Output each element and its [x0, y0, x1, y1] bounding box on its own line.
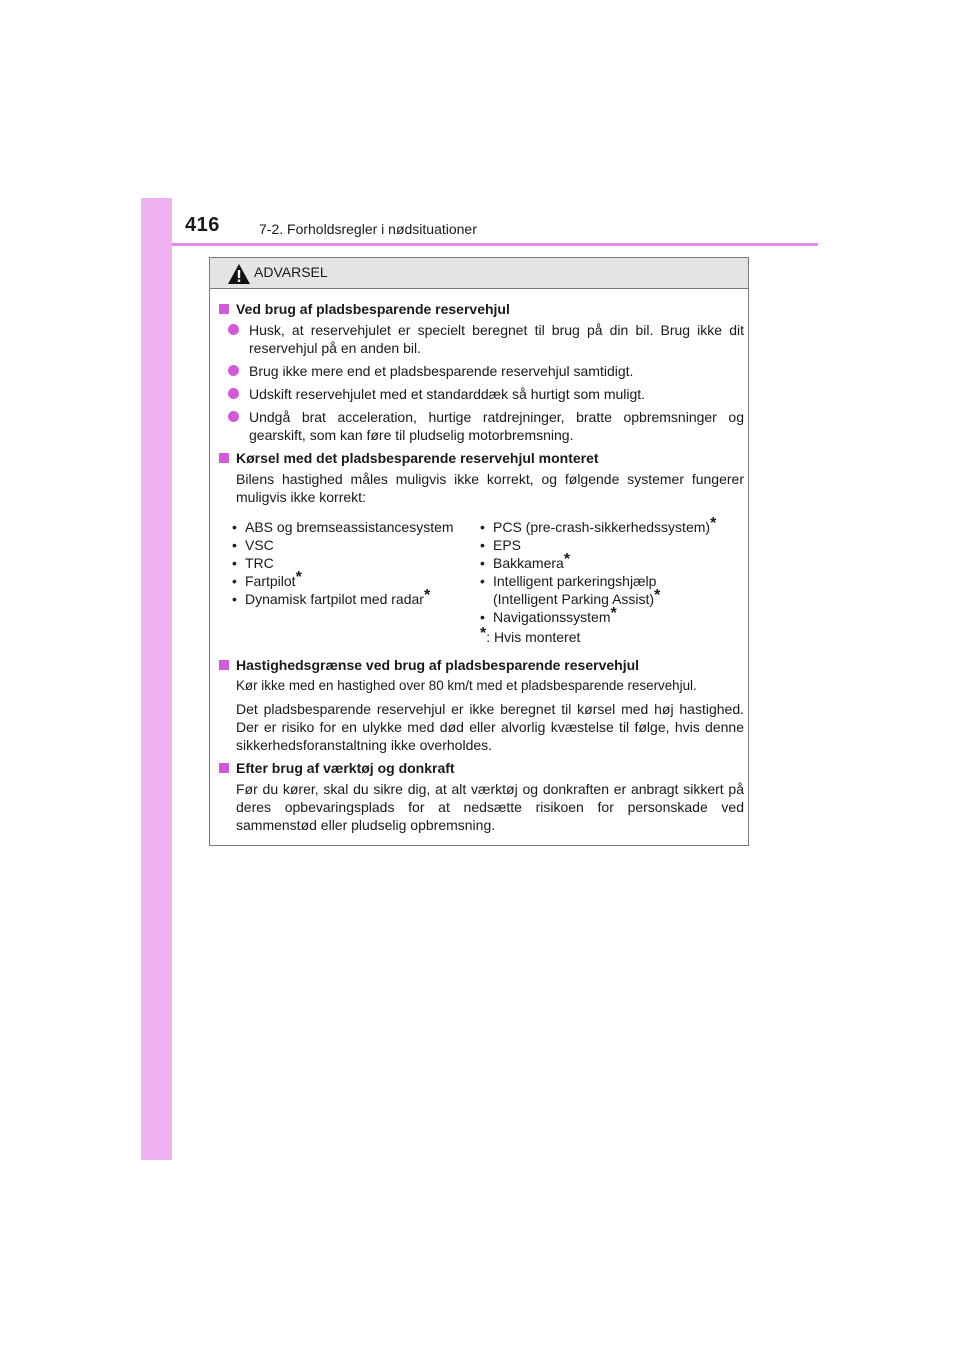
section-heading: Hastighedsgrænse ved brug af pladsbesparende reservehjul: [218, 656, 744, 674]
warning-header: [210, 258, 748, 289]
square-bullet-icon: [219, 304, 229, 314]
section-title: 7-2. Forholdsregler i nødsituationer: [259, 221, 477, 237]
section-heading: Efter brug af værktøj og donkraft: [218, 759, 744, 777]
asterisk-mark: *: [480, 625, 487, 642]
list-item: Brug ikke mere end et pladsbesparende reservehjul samtidigt.: [218, 362, 744, 380]
asterisk-mark: *: [654, 587, 661, 604]
paragraph: Før du kører, skal du sikre dig, at alt værktøj og donkraften er anbragt sikkert på deres opbevaringsplads for at nedsætte risikoen for personskade ved sammenstød eller pludselig opbremsning.: [236, 781, 744, 833]
paragraph: Kør ikke med en hastighed over 80 km/t med et pladsbesparende reservehjul.: [236, 678, 697, 693]
asterisk-mark: *: [563, 551, 571, 568]
system-item: • ABS og bremseassistancesystem: [232, 519, 454, 535]
section-heading: Ved brug af pladsbesparende reservehjul: [218, 300, 744, 318]
system-item: • EPS: [480, 537, 522, 553]
asterisk-mark: *: [710, 515, 717, 532]
round-bullet-icon: [228, 411, 239, 422]
asterisk-mark: *: [295, 569, 302, 586]
section-heading: Kørsel med det pladsbesparende reservehjul monteret: [218, 449, 744, 467]
warning-content: [218, 300, 744, 839]
system-item: • TRC: [232, 555, 274, 571]
square-bullet-icon: [219, 763, 229, 773]
asterisk-mark: *: [423, 587, 431, 604]
side-tab-band: [141, 198, 172, 1160]
system-item: • Navigationssystem*: [480, 605, 617, 625]
system-item: • VSC: [232, 537, 274, 553]
systems-left-column: [232, 518, 480, 646]
paragraph: Det pladsbesparende reservehjul er ikke beregnet til kørsel med høj hastighed. Der er risiko for en ulykke med død eller alvorlig kvæstelse til følge, hvis denne sikkerhedsforanstaltning ikke overholdes.: [236, 701, 744, 753]
list-item: Undgå brat acceleration, hurtige ratdrejninger, bratte opbremsninger og gearskift, som kan føre til pludselig motorbremsning.: [218, 408, 744, 444]
system-item: • Dynamisk fartpilot med radar*: [232, 587, 431, 607]
asterisk-mark: *: [610, 605, 617, 622]
paragraph: Bilens hastighed måles muligvis ikke korrekt, og følgende systemer fungerer muligvis ikke korrekt:: [236, 471, 744, 505]
systems-right-column: [480, 515, 728, 646]
page-number: 416: [185, 214, 220, 236]
system-item: • Intelligent parkeringshjælp (Intelligent Parking Assist)*: [480, 573, 661, 607]
system-item: • Bakkamera*: [480, 551, 571, 571]
warning-triangle-icon: [227, 263, 251, 285]
round-bullet-icon: [228, 388, 239, 399]
systems-columns: [218, 515, 744, 646]
round-bullet-icon: [228, 324, 239, 335]
list-item: Udskift reservehjulet med et standarddæk så hurtigt som muligt.: [218, 385, 744, 403]
footnote: *: Hvis monteret: [480, 625, 581, 645]
square-bullet-icon: [219, 660, 229, 670]
list-item: Husk, at reservehjulet er specielt beregnet til brug på din bil. Brug ikke dit reservehjul på en anden bil.: [218, 321, 744, 357]
square-bullet-icon: [219, 453, 229, 463]
system-item: • Fartpilot*: [232, 569, 302, 589]
round-bullet-icon: [228, 365, 239, 376]
system-item: • PCS (pre-crash-sikkerhedssystem)*: [480, 515, 717, 535]
header-rule: [172, 243, 818, 246]
warning-box: [209, 257, 749, 846]
warning-label: ADVARSEL: [254, 264, 328, 280]
